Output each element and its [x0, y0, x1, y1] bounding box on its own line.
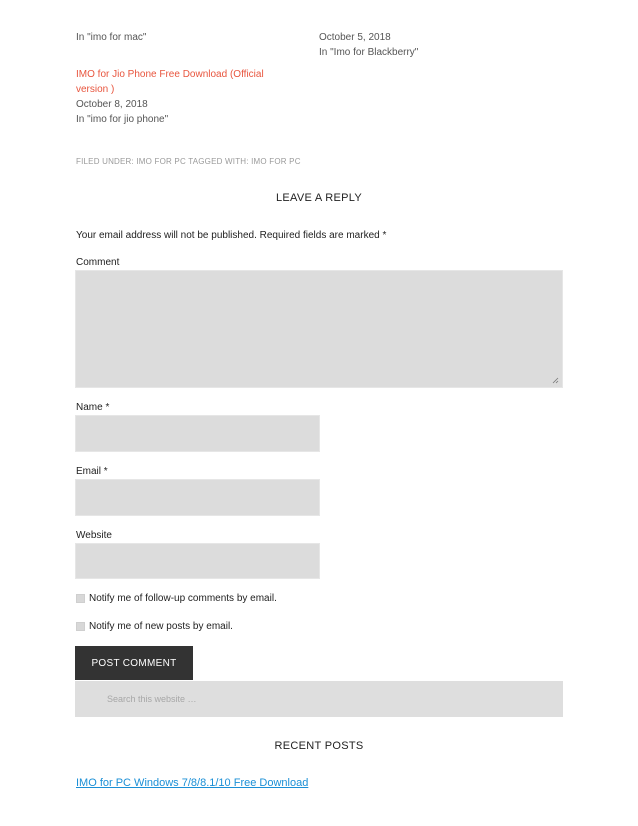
- related-item-1-category: In "imo for mac": [76, 32, 147, 43]
- notify-followup-label: Notify me of follow-up comments by email.: [89, 593, 277, 604]
- comment-textarea[interactable]: [75, 270, 563, 388]
- recent-post-link[interactable]: IMO for PC Windows 7/8/8.1/10 Free Download: [76, 777, 309, 789]
- name-label: Name *: [76, 402, 110, 413]
- name-input[interactable]: [75, 415, 320, 452]
- related-item-2-date: October 5, 2018: [319, 32, 391, 43]
- notify-followup-checkbox[interactable]: [76, 594, 85, 603]
- post-meta-filed-under: FILED UNDER: IMO FOR PC TAGGED WITH: IMO FOR PC: [76, 157, 301, 166]
- related-item-3-category: In "imo for jio phone": [76, 114, 169, 125]
- post-comment-button-label: POST COMMENT: [91, 657, 177, 669]
- notify-followup-row: [76, 593, 277, 604]
- reply-note: Your email address will not be published. Required fields are marked *: [76, 230, 387, 241]
- comment-label: Comment: [76, 257, 120, 268]
- related-item-3-link-line-1[interactable]: IMO for Jio Phone Free Download (Official: [76, 69, 264, 80]
- search-placeholder: Search this website …: [107, 694, 197, 704]
- website-label: Website: [76, 530, 112, 541]
- email-label: Email *: [76, 466, 108, 477]
- related-item-3-date: October 8, 2018: [76, 99, 148, 110]
- website-input[interactable]: [75, 543, 320, 579]
- recent-posts-heading: RECENT POSTS: [274, 740, 364, 752]
- email-input[interactable]: [75, 479, 320, 516]
- resize-grip-icon[interactable]: [552, 377, 559, 384]
- notify-posts-checkbox[interactable]: [76, 622, 85, 631]
- notify-posts-label: Notify me of new posts by email.: [89, 621, 233, 632]
- search-input[interactable]: [75, 681, 563, 717]
- post-comment-button[interactable]: [75, 646, 193, 680]
- notify-posts-row: [76, 621, 233, 632]
- leave-reply-heading: LEAVE A REPLY: [275, 192, 363, 204]
- related-item-2-category: In "Imo for Blackberry": [319, 47, 419, 58]
- related-item-3-link-line-2[interactable]: version ): [76, 84, 115, 95]
